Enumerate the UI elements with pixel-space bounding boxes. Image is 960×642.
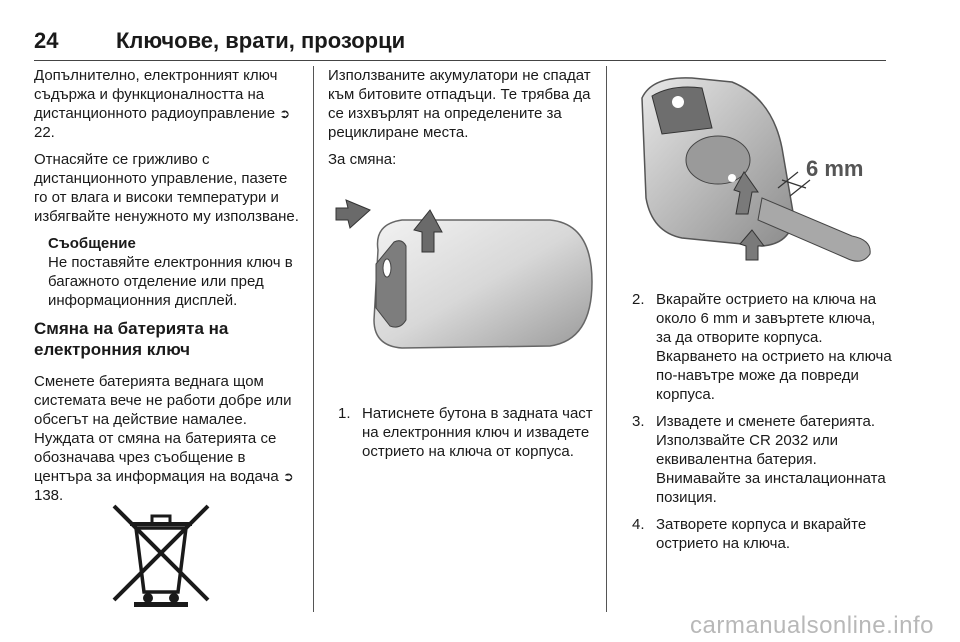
section-heading: Смяна на батерията на електронния ключ <box>34 319 229 359</box>
header-divider <box>34 60 886 61</box>
steps-list-2 <box>632 290 892 561</box>
column-2 <box>328 66 596 177</box>
note-title: Съобщение <box>48 235 136 252</box>
page-title: Ключове, врати, прозорци <box>116 28 406 53</box>
dimension-label: 6 mm <box>806 156 864 181</box>
column-1 <box>34 66 304 513</box>
disposal-paragraph: Използваните акумулатори не спадат към битовите отпадъци. Те трябва да се изхвърлят на определените за рециклиране места. <box>328 67 591 141</box>
page-header <box>34 20 886 53</box>
column-divider-1 <box>313 66 314 612</box>
reference-arrow-icon: ➲ <box>279 106 291 121</box>
watermark: carmanualsonline.info <box>690 612 934 639</box>
page-number: 24 <box>34 28 59 53</box>
list-item: 1. Натиснете бутона в задната част на електронния ключ и извадете острието на ключа от корпуса. <box>338 405 593 460</box>
key-fob-figure-release <box>330 180 598 380</box>
list-item: 3. Извадете и сменете батерията. Използвайте CR 2032 или еквивалентна батерия. Внимавайте за инсталационната позиция. <box>632 413 886 506</box>
crossed-bin-icon <box>104 500 218 608</box>
replace-intro: За смяна: <box>328 151 397 168</box>
remote-control-text: Допълнително, електронният ключ съдържа и функционалността на дистанционното радиоуправление <box>34 67 278 122</box>
page-reference-link[interactable]: ➲22. <box>34 106 291 141</box>
reference-arrow-icon: ➲ <box>282 469 294 484</box>
list-item: 4. Затворете корпуса и вкарайте острието на ключа. <box>632 516 867 552</box>
paragraph <box>34 66 304 142</box>
steps-list-1 <box>338 404 598 469</box>
care-paragraph: Отнасяйте се грижливо с дистанционното управление, пазете го от влага и високи температури и избягвайте ненужното му използване. <box>34 151 299 225</box>
note-text: Не поставяйте електронния ключ в багажното отделение или пред информационния дисплей. <box>48 254 293 309</box>
battery-paragraph: Сменете батерията веднага щом системата вече не работи добре или обсегът на действие намалее. Нуждата от смяна на батерията се обозначава чрез съобщение в центъра за информация на водача ➲138. <box>34 373 294 504</box>
page-reference-link[interactable]: ➲138. <box>34 469 294 504</box>
list-item: 2. Вкарайте острието на ключа на около 6 mm и завъртете ключа, за да отворите корпуса. Вкарването на острието на ключа по-навътре може да повреди корпуса. <box>632 291 892 403</box>
note-box <box>48 234 304 310</box>
column-divider-2 <box>606 66 607 612</box>
